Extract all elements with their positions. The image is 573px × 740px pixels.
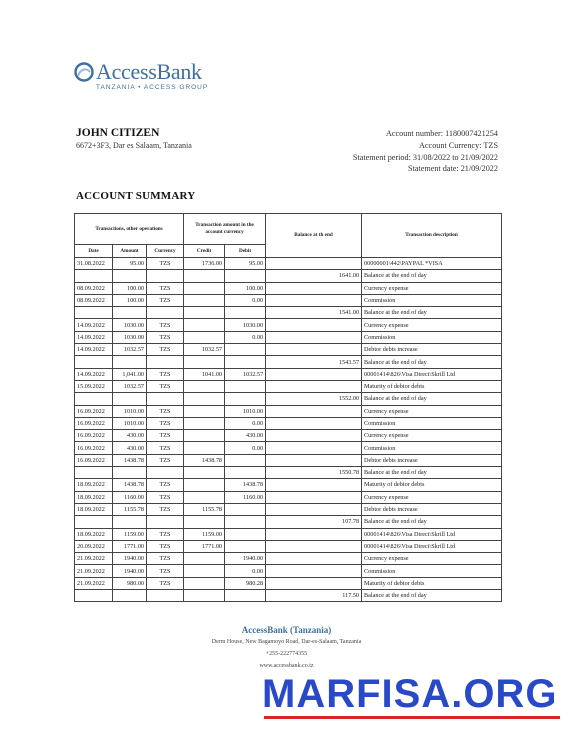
cell-amount xyxy=(113,467,147,479)
cell-date: 18.09.2022 xyxy=(75,479,113,491)
cell-date: 21.09.2022 xyxy=(75,577,113,589)
cell-date xyxy=(75,356,113,368)
header-currency: Currency xyxy=(147,245,184,258)
cell-description: Currency expense xyxy=(362,282,502,294)
cell-balance xyxy=(266,368,362,380)
cell-currency: TZS xyxy=(147,503,184,515)
header-description: Transaction description xyxy=(362,214,502,258)
cell-debit: 0.00 xyxy=(225,331,266,343)
table-row xyxy=(75,356,502,368)
cell-debit: 1032.57 xyxy=(225,368,266,380)
cell-credit xyxy=(184,294,225,306)
cell-currency xyxy=(147,590,184,602)
cell-debit: 1160.00 xyxy=(225,491,266,503)
cell-currency xyxy=(147,467,184,479)
cell-balance: 107.78 xyxy=(266,516,362,528)
cell-balance xyxy=(266,258,362,270)
cell-balance xyxy=(266,491,362,503)
cell-amount: 1940.00 xyxy=(113,565,147,577)
cell-description: Maturity of debtor debts xyxy=(362,577,502,589)
cell-description: Balance at the end of day xyxy=(362,270,502,282)
cell-balance xyxy=(266,442,362,454)
cell-balance xyxy=(266,380,362,392)
cell-debit xyxy=(225,307,266,319)
cell-amount xyxy=(113,393,147,405)
cell-description: 00000001\442\PAYPAL *VISA xyxy=(362,258,502,270)
table-row xyxy=(75,417,502,429)
cell-credit xyxy=(184,565,225,577)
table-row xyxy=(75,491,502,503)
cell-date: 16.09.2022 xyxy=(75,430,113,442)
cell-balance xyxy=(266,294,362,306)
cell-date: 14.09.2022 xyxy=(75,368,113,380)
cell-date xyxy=(75,270,113,282)
statement-period: Statement period: 31/08/2022 to 21/09/2022 xyxy=(352,152,498,162)
cell-description: Balance at the end of day xyxy=(362,516,502,528)
cell-description: Commission xyxy=(362,565,502,577)
cell-credit xyxy=(184,319,225,331)
account-currency: Account Currency: TZS xyxy=(419,140,498,150)
cell-credit xyxy=(184,331,225,343)
cell-amount: 1159.00 xyxy=(113,528,147,540)
bank-logo-icon xyxy=(74,62,94,82)
cell-credit xyxy=(184,491,225,503)
cell-description: Commission xyxy=(362,294,502,306)
cell-debit xyxy=(225,516,266,528)
account-info xyxy=(353,128,498,175)
cell-debit: 1438.78 xyxy=(225,479,266,491)
cell-currency xyxy=(147,516,184,528)
cell-date: 20.09.2022 xyxy=(75,540,113,552)
cell-amount: 100.00 xyxy=(113,294,147,306)
cell-debit xyxy=(225,454,266,466)
cell-balance xyxy=(266,528,362,540)
cell-description: Debtor debts increase xyxy=(362,344,502,356)
watermark-underline xyxy=(264,716,560,719)
cell-debit xyxy=(225,590,266,602)
cell-description: Currency expense xyxy=(362,553,502,565)
cell-amount xyxy=(113,590,147,602)
bank-logo xyxy=(74,60,224,96)
cell-credit xyxy=(184,393,225,405)
cell-balance: 117.50 xyxy=(266,590,362,602)
cell-date: 14.09.2022 xyxy=(75,344,113,356)
cell-debit xyxy=(225,380,266,392)
cell-debit: 0.00 xyxy=(225,565,266,577)
cell-description: Balance at the end of day xyxy=(362,356,502,368)
cell-description: Currency expense xyxy=(362,491,502,503)
cell-date: 16.09.2022 xyxy=(75,405,113,417)
table-row xyxy=(75,405,502,417)
cell-balance xyxy=(266,405,362,417)
cell-currency xyxy=(147,356,184,368)
cell-credit xyxy=(184,417,225,429)
cell-debit: 1010.00 xyxy=(225,405,266,417)
cell-amount: 1010.00 xyxy=(113,417,147,429)
table-row xyxy=(75,258,502,270)
cell-amount: 95.00 xyxy=(113,258,147,270)
cell-currency xyxy=(147,270,184,282)
cell-credit: 1041.00 xyxy=(184,368,225,380)
cell-amount: 1940.00 xyxy=(113,553,147,565)
cell-balance xyxy=(266,553,362,565)
cell-balance xyxy=(266,430,362,442)
cell-currency: TZS xyxy=(147,294,184,306)
account-summary-title: ACCOUNT SUMMARY xyxy=(76,190,196,202)
cell-description: 00001414\826\Visa Direct\Skrill Ltd xyxy=(362,528,502,540)
cell-description: Commission xyxy=(362,442,502,454)
table-row xyxy=(75,294,502,306)
cell-description: Debtor debts increase xyxy=(362,454,502,466)
header-date: Date xyxy=(75,245,113,258)
bank-logo-tagline: TANZANIA • ACCESS GROUP xyxy=(96,84,209,91)
cell-amount: 1155.78 xyxy=(113,503,147,515)
cell-currency: TZS xyxy=(147,577,184,589)
header-transactions-group: Transactions, other operations xyxy=(75,214,184,245)
table-row xyxy=(75,393,502,405)
cell-debit xyxy=(225,344,266,356)
cell-date: 08.09.2022 xyxy=(75,282,113,294)
cell-balance xyxy=(266,417,362,429)
cell-amount: 1010.00 xyxy=(113,405,147,417)
table-row xyxy=(75,307,502,319)
table-row xyxy=(75,577,502,589)
cell-balance: 1543.57 xyxy=(266,356,362,368)
cell-debit xyxy=(225,270,266,282)
cell-balance xyxy=(266,331,362,343)
table-row xyxy=(75,331,502,343)
cell-date: 16.09.2022 xyxy=(75,442,113,454)
table-row xyxy=(75,590,502,602)
cell-debit xyxy=(225,528,266,540)
cell-description: Currency expense xyxy=(362,430,502,442)
cell-debit: 430.00 xyxy=(225,430,266,442)
cell-amount: 1030.00 xyxy=(113,331,147,343)
cell-debit: 95.00 xyxy=(225,258,266,270)
cell-balance xyxy=(266,565,362,577)
cell-currency: TZS xyxy=(147,344,184,356)
cell-amount: 1438.78 xyxy=(113,479,147,491)
cell-currency: TZS xyxy=(147,380,184,392)
cell-credit xyxy=(184,516,225,528)
cell-balance: 1550.78 xyxy=(266,467,362,479)
transactions-body xyxy=(75,258,502,602)
cell-debit: 1030.00 xyxy=(225,319,266,331)
table-row xyxy=(75,282,502,294)
cell-amount: 1,041.00 xyxy=(113,368,147,380)
cell-amount: 1032.57 xyxy=(113,380,147,392)
table-row xyxy=(75,503,502,515)
cell-currency: TZS xyxy=(147,540,184,552)
table-row xyxy=(75,479,502,491)
cell-debit xyxy=(225,540,266,552)
cell-debit xyxy=(225,393,266,405)
cell-date: 21.09.2022 xyxy=(75,565,113,577)
header-balance: Balance at th end xyxy=(266,214,362,258)
table-row xyxy=(75,319,502,331)
cell-description: Maturity of debtor debts xyxy=(362,380,502,392)
cell-description: Currency expense xyxy=(362,405,502,417)
cell-currency: TZS xyxy=(147,430,184,442)
cell-description: 00001414\826\Visa Direct\Skrill Ltd xyxy=(362,540,502,552)
cell-currency: TZS xyxy=(147,491,184,503)
footer-phone: +255-222774355 xyxy=(265,651,308,657)
cell-credit xyxy=(184,430,225,442)
cell-date: 08.09.2022 xyxy=(75,294,113,306)
table-row xyxy=(75,565,502,577)
cell-credit: 1771.00 xyxy=(184,540,225,552)
cell-credit: 1032.57 xyxy=(184,344,225,356)
cell-debit: 980.28 xyxy=(225,577,266,589)
cell-description: Commission xyxy=(362,417,502,429)
cell-credit xyxy=(184,467,225,479)
cell-currency: TZS xyxy=(147,368,184,380)
cell-amount xyxy=(113,356,147,368)
cell-debit: 0.00 xyxy=(225,417,266,429)
cell-debit: 1940.00 xyxy=(225,553,266,565)
cell-balance xyxy=(266,344,362,356)
cell-currency: TZS xyxy=(147,479,184,491)
cell-credit xyxy=(184,405,225,417)
cell-currency: TZS xyxy=(147,528,184,540)
cell-currency xyxy=(147,307,184,319)
customer-name: JOHN CITIZEN xyxy=(76,127,160,139)
cell-amount: 980.00 xyxy=(113,577,147,589)
cell-amount: 1438.78 xyxy=(113,454,147,466)
cell-debit: 0.00 xyxy=(225,294,266,306)
cell-date: 14.09.2022 xyxy=(75,319,113,331)
statement-date: Statement date: 21/09/2022 xyxy=(407,164,498,174)
cell-balance: 1641.00 xyxy=(266,270,362,282)
table-row xyxy=(75,540,502,552)
cell-description: Balance at the end of day xyxy=(362,467,502,479)
header-credit: Credit xyxy=(184,245,225,258)
cell-credit xyxy=(184,479,225,491)
cell-credit: 1159.00 xyxy=(184,528,225,540)
table-row xyxy=(75,430,502,442)
cell-balance xyxy=(266,577,362,589)
cell-date xyxy=(75,307,113,319)
cell-debit xyxy=(225,467,266,479)
cell-debit xyxy=(225,356,266,368)
cell-currency: TZS xyxy=(147,442,184,454)
cell-date xyxy=(75,516,113,528)
cell-currency: TZS xyxy=(147,565,184,577)
cell-date: 16.09.2022 xyxy=(75,417,113,429)
table-row xyxy=(75,516,502,528)
cell-credit xyxy=(184,356,225,368)
cell-currency: TZS xyxy=(147,258,184,270)
cell-credit xyxy=(184,577,225,589)
cell-balance xyxy=(266,540,362,552)
cell-description: Balance at the end of day xyxy=(362,590,502,602)
cell-amount: 100.00 xyxy=(113,282,147,294)
account-number: Account number: 1180007421254 xyxy=(385,129,498,138)
table-row xyxy=(75,380,502,392)
cell-balance: 1541.00 xyxy=(266,307,362,319)
cell-balance xyxy=(266,479,362,491)
table-row xyxy=(75,528,502,540)
cell-credit xyxy=(184,380,225,392)
cell-amount: 1032.57 xyxy=(113,344,147,356)
cell-date: 16.09.2022 xyxy=(75,454,113,466)
bank-logo-name: AccessBank xyxy=(96,59,202,84)
cell-date: 18.09.2022 xyxy=(75,528,113,540)
cell-balance: 1552.00 xyxy=(266,393,362,405)
cell-date: 31.08.2022 xyxy=(75,258,113,270)
cell-credit: 1736.00 xyxy=(184,258,225,270)
cell-amount: 430.00 xyxy=(113,442,147,454)
cell-description: Balance at the end of day xyxy=(362,393,502,405)
cell-date xyxy=(75,393,113,405)
cell-credit: 1438.78 xyxy=(184,454,225,466)
cell-date xyxy=(75,467,113,479)
customer-address: 6672+3F3, Dar es Salaam, Tanzania xyxy=(76,141,192,150)
footer-address: Derm House, New Bagamoyo Road, Dar-es-Salaam, Tanzania xyxy=(211,639,362,645)
table-row xyxy=(75,368,502,380)
cell-date xyxy=(75,590,113,602)
cell-amount xyxy=(113,307,147,319)
cell-date: 14.09.2022 xyxy=(75,331,113,343)
cell-date: 15.09.2022 xyxy=(75,380,113,392)
cell-date: 18.09.2022 xyxy=(75,491,113,503)
watermark-text: MARFISA.ORG xyxy=(262,672,558,716)
header-amount: Amount xyxy=(113,245,147,258)
table-row xyxy=(75,270,502,282)
header-amount-group: Transaction amount in the account currency xyxy=(184,214,266,245)
cell-credit xyxy=(184,282,225,294)
header-debit: Debit xyxy=(225,245,266,258)
cell-credit xyxy=(184,270,225,282)
cell-credit xyxy=(184,307,225,319)
cell-currency: TZS xyxy=(147,331,184,343)
cell-debit xyxy=(225,503,266,515)
table-row xyxy=(75,454,502,466)
footer-website: www.accessbank.co.tz xyxy=(259,663,314,669)
cell-currency: TZS xyxy=(147,417,184,429)
cell-balance xyxy=(266,319,362,331)
cell-currency: TZS xyxy=(147,553,184,565)
cell-amount: 430.00 xyxy=(113,430,147,442)
cell-amount xyxy=(113,270,147,282)
cell-currency: TZS xyxy=(147,454,184,466)
cell-description: Debtor debts increase xyxy=(362,503,502,515)
cell-description: Maturity of debtor debts xyxy=(362,479,502,491)
table-row xyxy=(75,344,502,356)
cell-description: 00001414\826\Visa Direct\Skrill Ltd xyxy=(362,368,502,380)
cell-credit xyxy=(184,553,225,565)
cell-debit: 0.00 xyxy=(225,442,266,454)
cell-date: 21.09.2022 xyxy=(75,553,113,565)
cell-balance xyxy=(266,454,362,466)
table-row xyxy=(75,553,502,565)
cell-currency: TZS xyxy=(147,405,184,417)
cell-amount: 1160.00 xyxy=(113,491,147,503)
cell-currency: TZS xyxy=(147,282,184,294)
transactions-table xyxy=(74,213,502,602)
cell-credit xyxy=(184,442,225,454)
cell-credit: 1155.78 xyxy=(184,503,225,515)
cell-description: Commission xyxy=(362,331,502,343)
cell-date: 18.09.2022 xyxy=(75,503,113,515)
cell-currency xyxy=(147,393,184,405)
cell-description: Currency expense xyxy=(362,319,502,331)
cell-balance xyxy=(266,503,362,515)
table-row xyxy=(75,467,502,479)
cell-amount xyxy=(113,516,147,528)
cell-currency: TZS xyxy=(147,319,184,331)
cell-debit: 100.00 xyxy=(225,282,266,294)
cell-balance xyxy=(266,282,362,294)
table-row xyxy=(75,442,502,454)
cell-amount: 1771.00 xyxy=(113,540,147,552)
cell-amount: 1030.00 xyxy=(113,319,147,331)
cell-credit xyxy=(184,590,225,602)
footer-bank-name: AccessBank (Tanzania) xyxy=(241,625,332,635)
cell-description: Balance at the end of day xyxy=(362,307,502,319)
